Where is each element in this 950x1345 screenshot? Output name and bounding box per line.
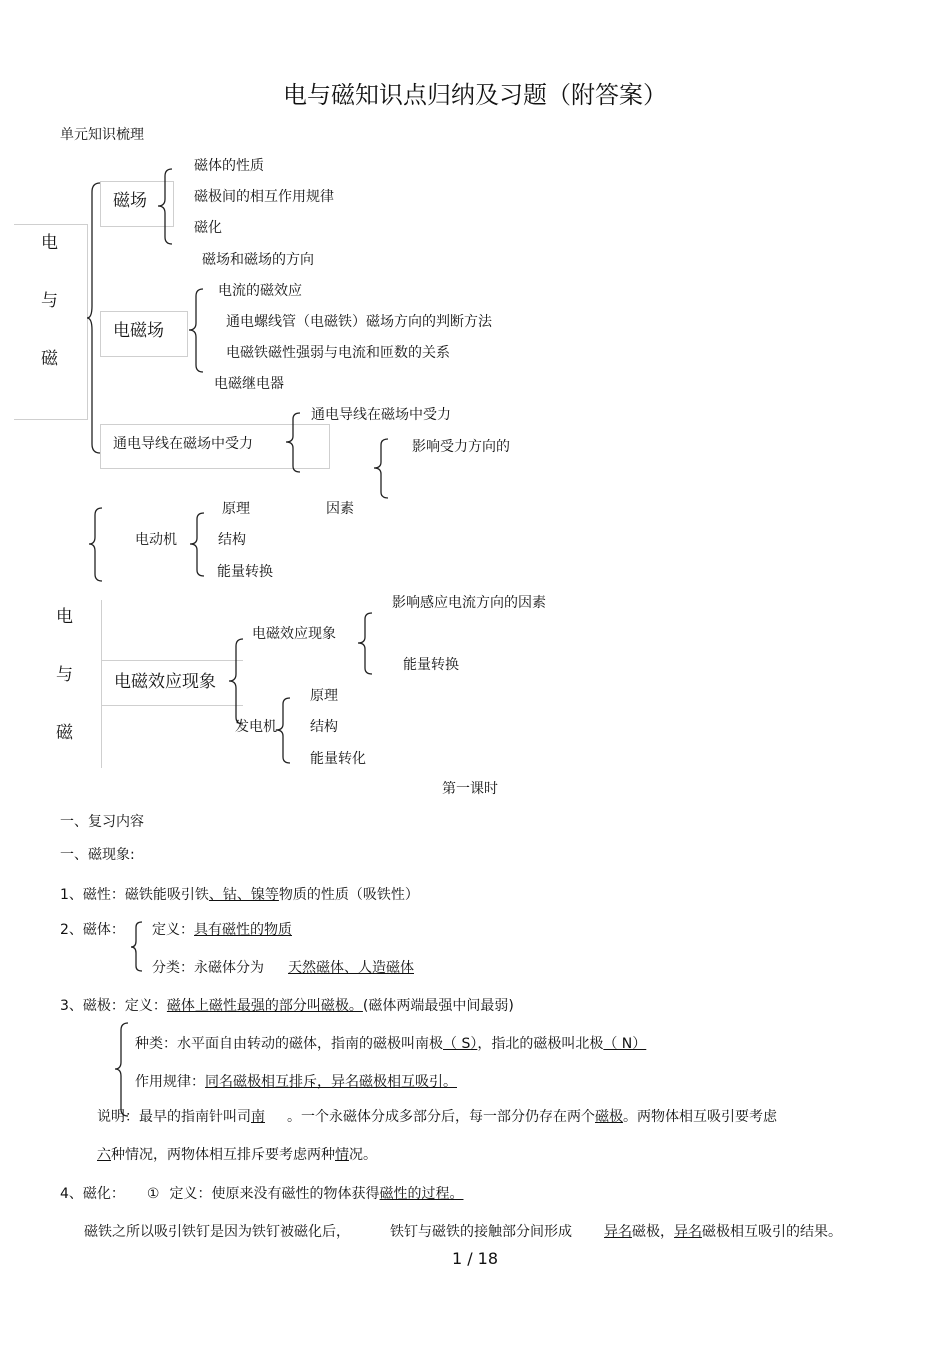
p3-note-text: 种情况，两物体相互排斥要考虑两种: [111, 1147, 335, 1163]
root-char: 与: [41, 291, 58, 311]
motor-item: 结构: [218, 532, 246, 548]
phenomenon-item: 能量转换: [403, 657, 459, 673]
phenomenon-label: 电磁效应现象: [252, 626, 336, 642]
p2-classification: [152, 959, 428, 977]
electromagnetic-item: 电磁铁磁性强弱与电流和匝数的关系: [226, 345, 450, 361]
force-brace: [284, 412, 302, 474]
p3-note-answer: 情: [335, 1147, 349, 1163]
root-char: 磁: [41, 349, 58, 369]
p3-rule-value: 同名磁极相互排斥，异名磁极相互吸引。: [205, 1074, 457, 1090]
p3-kind-n: （ N）: [603, 1036, 647, 1052]
p1-lead: 1、磁性：磁铁能吸引铁: [60, 887, 209, 903]
p3-note-2: [97, 1146, 377, 1164]
p4-lead: 4、磁化：: [60, 1186, 125, 1202]
electromagnetic-brace: [187, 288, 205, 374]
generator-brace: [274, 697, 292, 765]
page-number: 1 / 18: [451, 1249, 499, 1268]
p4-explain-text: 磁极相互吸引的结果。: [702, 1224, 842, 1240]
force-sub-item: 影响受力方向的: [412, 439, 510, 455]
phenomenon-brace: [356, 612, 374, 676]
p4-explain-text: 磁铁之所以吸引铁钉是因为铁钉被磁化后，: [84, 1224, 350, 1240]
magnetic-field-item: 磁化: [194, 220, 222, 236]
p3-note-text: 。两物体相互吸引要考虑: [623, 1109, 777, 1125]
magnetic-field-item: 磁极间的相互作用规律: [194, 189, 334, 205]
electromagnetic-item: 电流的磁效应: [218, 283, 302, 299]
p2-brace: [130, 921, 144, 973]
p2-cls-value: 天然磁体、人造磁体: [288, 960, 414, 976]
p3-kind-mid: ，指北的磁极叫北极: [477, 1036, 604, 1052]
induction-brace: [227, 638, 245, 726]
review-heading: 一、复习内容: [60, 814, 144, 830]
induction-label: 电磁效应现象: [114, 672, 216, 692]
p2-definition: [152, 921, 308, 939]
p4-def-value: 磁性的过程。: [379, 1186, 464, 1202]
p3-kind-s: （ S）: [443, 1036, 478, 1052]
p3-definition: [60, 997, 514, 1015]
phenomena-heading: 一、磁现象:: [60, 847, 135, 863]
p3-rule: [135, 1073, 485, 1091]
p3-brace: [114, 1022, 130, 1118]
p3-rule-label: 作用规律：: [135, 1074, 205, 1090]
p1-answer: 、钴、镍等: [208, 887, 279, 903]
generator-item: 结构: [310, 719, 338, 735]
p2-lead: 2、磁体：: [60, 922, 125, 938]
p3-note-answer: 南: [251, 1109, 265, 1125]
root-char: 电: [41, 233, 58, 253]
motor-outer-brace: [88, 507, 104, 583]
p4-explain-text: 磁极，: [632, 1224, 674, 1240]
p3-def-note: (磁体两端最强中间最弱): [362, 998, 514, 1014]
generator-item: 能量转化: [310, 751, 366, 767]
page-title: 电与磁知识点归纳及习题（附答案）: [283, 81, 667, 109]
force-label: 通电导线在磁场中受力: [113, 436, 253, 452]
p4-explanation: [84, 1223, 842, 1241]
magnetic-field-extra: 磁场和磁场的方向: [202, 252, 314, 268]
electromagnetic-item: 电磁继电器: [214, 376, 284, 392]
p3-note-1: [97, 1108, 777, 1126]
p1-tail: 物质的性质（吸铁性）: [278, 887, 419, 903]
tree2-line: [101, 706, 102, 768]
p4-explain-answer: 异名: [674, 1224, 702, 1240]
p4-num: ①: [146, 1186, 160, 1202]
p3-note-answer: 磁极: [595, 1109, 623, 1125]
electromagnetic-item: 通电螺线管（电磁铁）磁场方向的判断方法: [226, 314, 492, 330]
section-heading: 单元知识梳理: [60, 127, 144, 143]
p3-kinds: [135, 1035, 646, 1053]
p4-def-label: 定义：使原来没有磁性的物体获得: [169, 1186, 380, 1202]
root-char: 电: [56, 607, 73, 627]
p3-note-text: 。一个永磁体分成多部分后，每一部分仍存在两个: [287, 1109, 595, 1125]
p2-def-label: 定义：: [152, 922, 194, 938]
p2-def-value: 具有磁性的物质: [194, 922, 292, 938]
p4-explain-text: 铁钉与磁铁的接触部分间形成: [390, 1224, 572, 1240]
p3-note-text: 况。: [349, 1147, 377, 1163]
root-char: 与: [56, 665, 73, 685]
paragraph-1: [60, 886, 419, 904]
p4-explain-answer: 异名: [604, 1224, 632, 1240]
motor-brace: [188, 512, 206, 578]
root-char: 磁: [56, 723, 73, 743]
p3-lead: 3、磁极：定义：: [60, 998, 167, 1014]
tree2-line: [101, 600, 102, 660]
electromagnetic-label: 电磁场: [113, 321, 164, 341]
force-sub-item-2: 因素: [326, 501, 354, 517]
force-item: 通电导线在磁场中受力: [311, 407, 451, 423]
motor-item: 能量转换: [217, 564, 273, 580]
magnetic-field-item: 磁体的性质: [194, 158, 264, 174]
generator-label: 发电机: [235, 719, 277, 735]
force-sub-brace: [372, 438, 390, 500]
p3-def-value: 磁体上磁性最强的部分叫磁极。: [166, 998, 363, 1014]
p3-kind-text: 种类：水平面自由转动的磁体，指南的磁极叫南极: [135, 1036, 443, 1052]
p3-note-text: 说明：最早的指南针叫司: [97, 1109, 251, 1125]
generator-item: 原理: [310, 688, 338, 704]
p3-note-answer: 六: [97, 1147, 111, 1163]
magnetic-field-label: 磁场: [113, 191, 147, 211]
magnetic-field-brace: [156, 168, 174, 246]
motor-item: 原理: [222, 501, 250, 517]
lesson-heading: 第一课时: [442, 781, 498, 797]
motor-label: 电动机: [135, 532, 177, 548]
phenomenon-item: 影响感应电流方向的因素: [392, 595, 546, 611]
p2-cls-label: 分类：永磁体分为: [152, 960, 264, 976]
p4-definition: [60, 1185, 491, 1203]
